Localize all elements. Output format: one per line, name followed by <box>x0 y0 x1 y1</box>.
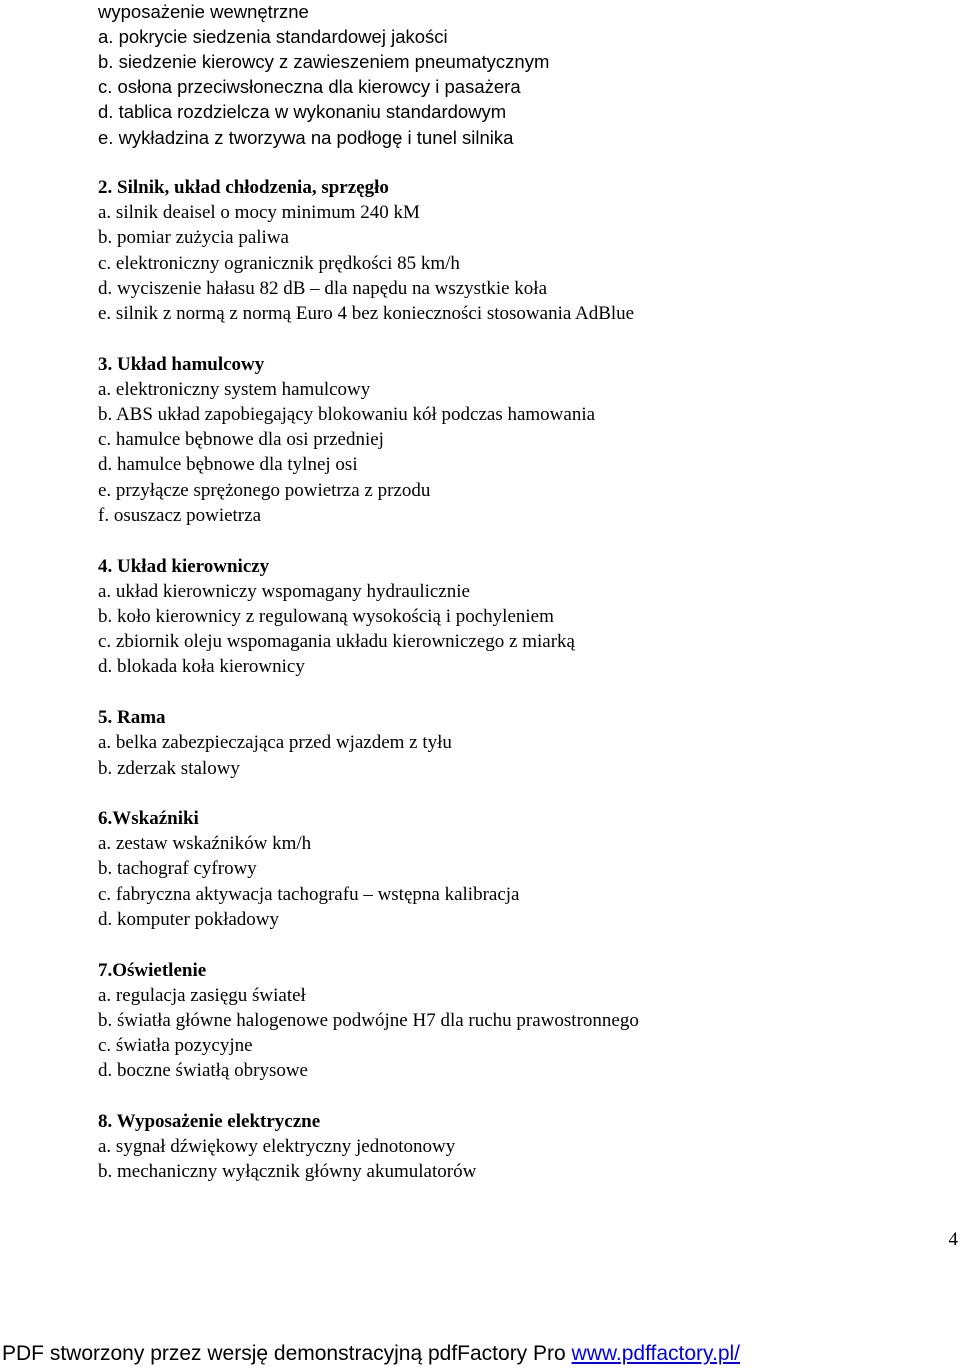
list-item: c. hamulce bębnowe dla osi przedniej <box>98 429 384 450</box>
list-item: d. boczne światłą obrysowe <box>98 1060 308 1081</box>
list-item: a. elektroniczny system hamulcowy <box>98 379 371 400</box>
list-item: d. hamulce bębnowe dla tylnej osi <box>98 454 358 475</box>
list-item: c. fabryczna aktywacja tachografu – wstępna kalibracja <box>98 884 520 905</box>
list-item: a. pokrycie siedzenia standardowej jakości <box>98 26 448 47</box>
list-item: b. mechaniczny wyłącznik główny akumulatorów <box>98 1161 477 1182</box>
list-item: c. osłona przeciwsłoneczna dla kierowcy i pasażera <box>98 76 521 97</box>
section-4-title: 4. Układ kierowniczy <box>98 556 270 577</box>
list-item: a. sygnał dźwiękowy elektryczny jednotonowy <box>98 1136 456 1157</box>
list-item: f. osuszacz powietrza <box>98 505 262 526</box>
section-6-title: 6.Wskaźniki <box>98 808 199 829</box>
list-item: c. zbiornik oleju wspomagania układu kierowniczego z miarką <box>98 631 575 652</box>
footer-link[interactable]: www.pdffactory.pl/ <box>571 1342 741 1365</box>
list-item: e. przyłącze sprężonego powietrza z przodu <box>98 480 431 501</box>
list-item: a. silnik deaisel o mocy minimum 240 kM <box>98 202 420 223</box>
section-5-title: 5. Rama <box>98 707 166 728</box>
list-item: b. tachograf cyfrowy <box>98 858 257 879</box>
list-item: a. zestaw wskaźników km/h <box>98 833 312 854</box>
list-item: b. siedzenie kierowcy z zawieszeniem pneumatycznym <box>98 51 550 72</box>
list-item: e. silnik z normą z normą Euro 4 bez konieczności stosowania AdBlue <box>98 303 635 324</box>
footer <box>2 1341 740 1367</box>
list-item: e. wykładzina z tworzywa na podłogę i tunel silnika <box>98 127 514 148</box>
section-8-title: 8. Wyposażenie elektryczne <box>98 1111 321 1132</box>
list-item: b. światła główne halogenowe podwójne H7 dla ruchu prawostronnego <box>98 1010 639 1031</box>
list-item: a. belka zabezpieczająca przed wjazdem z tyłu <box>98 732 452 753</box>
list-item: c. światła pozycyjne <box>98 1035 253 1056</box>
list-item: d. wyciszenie hałasu 82 dB – dla napędu na wszystkie koła <box>98 278 548 299</box>
list-item: d. tablica rozdzielcza w wykonaniu standardowym <box>98 101 507 122</box>
page-number: 4 <box>948 1229 958 1250</box>
list-item: a. regulacja zasięgu świateł <box>98 985 306 1006</box>
footer-text: PDF stworzony przez wersję demonstracyjną pdfFactory Pro <box>2 1342 572 1365</box>
list-item: b. zderzak stalowy <box>98 758 240 779</box>
section-1-title: wyposażenie wewnętrzne <box>98 1 309 22</box>
list-item: b. koło kierownicy z regulowaną wysokością i pochyleniem <box>98 606 554 627</box>
list-item: d. blokada koła kierownicy <box>98 656 305 677</box>
list-item: b. pomiar zużycia paliwa <box>98 227 289 248</box>
section-3-title: 3. Układ hamulcowy <box>98 354 265 375</box>
list-item: d. komputer pokładowy <box>98 909 280 930</box>
list-item: c. elektroniczny ogranicznik prędkości 85 km/h <box>98 253 460 274</box>
section-7-title: 7.Oświetlenie <box>98 960 207 981</box>
list-item: b. ABS układ zapobiegający blokowaniu kół podczas hamowania <box>98 404 596 425</box>
section-2-title: 2. Silnik, układ chłodzenia, sprzęgło <box>98 177 389 198</box>
list-item: a. układ kierowniczy wspomagany hydraulicznie <box>98 581 470 602</box>
